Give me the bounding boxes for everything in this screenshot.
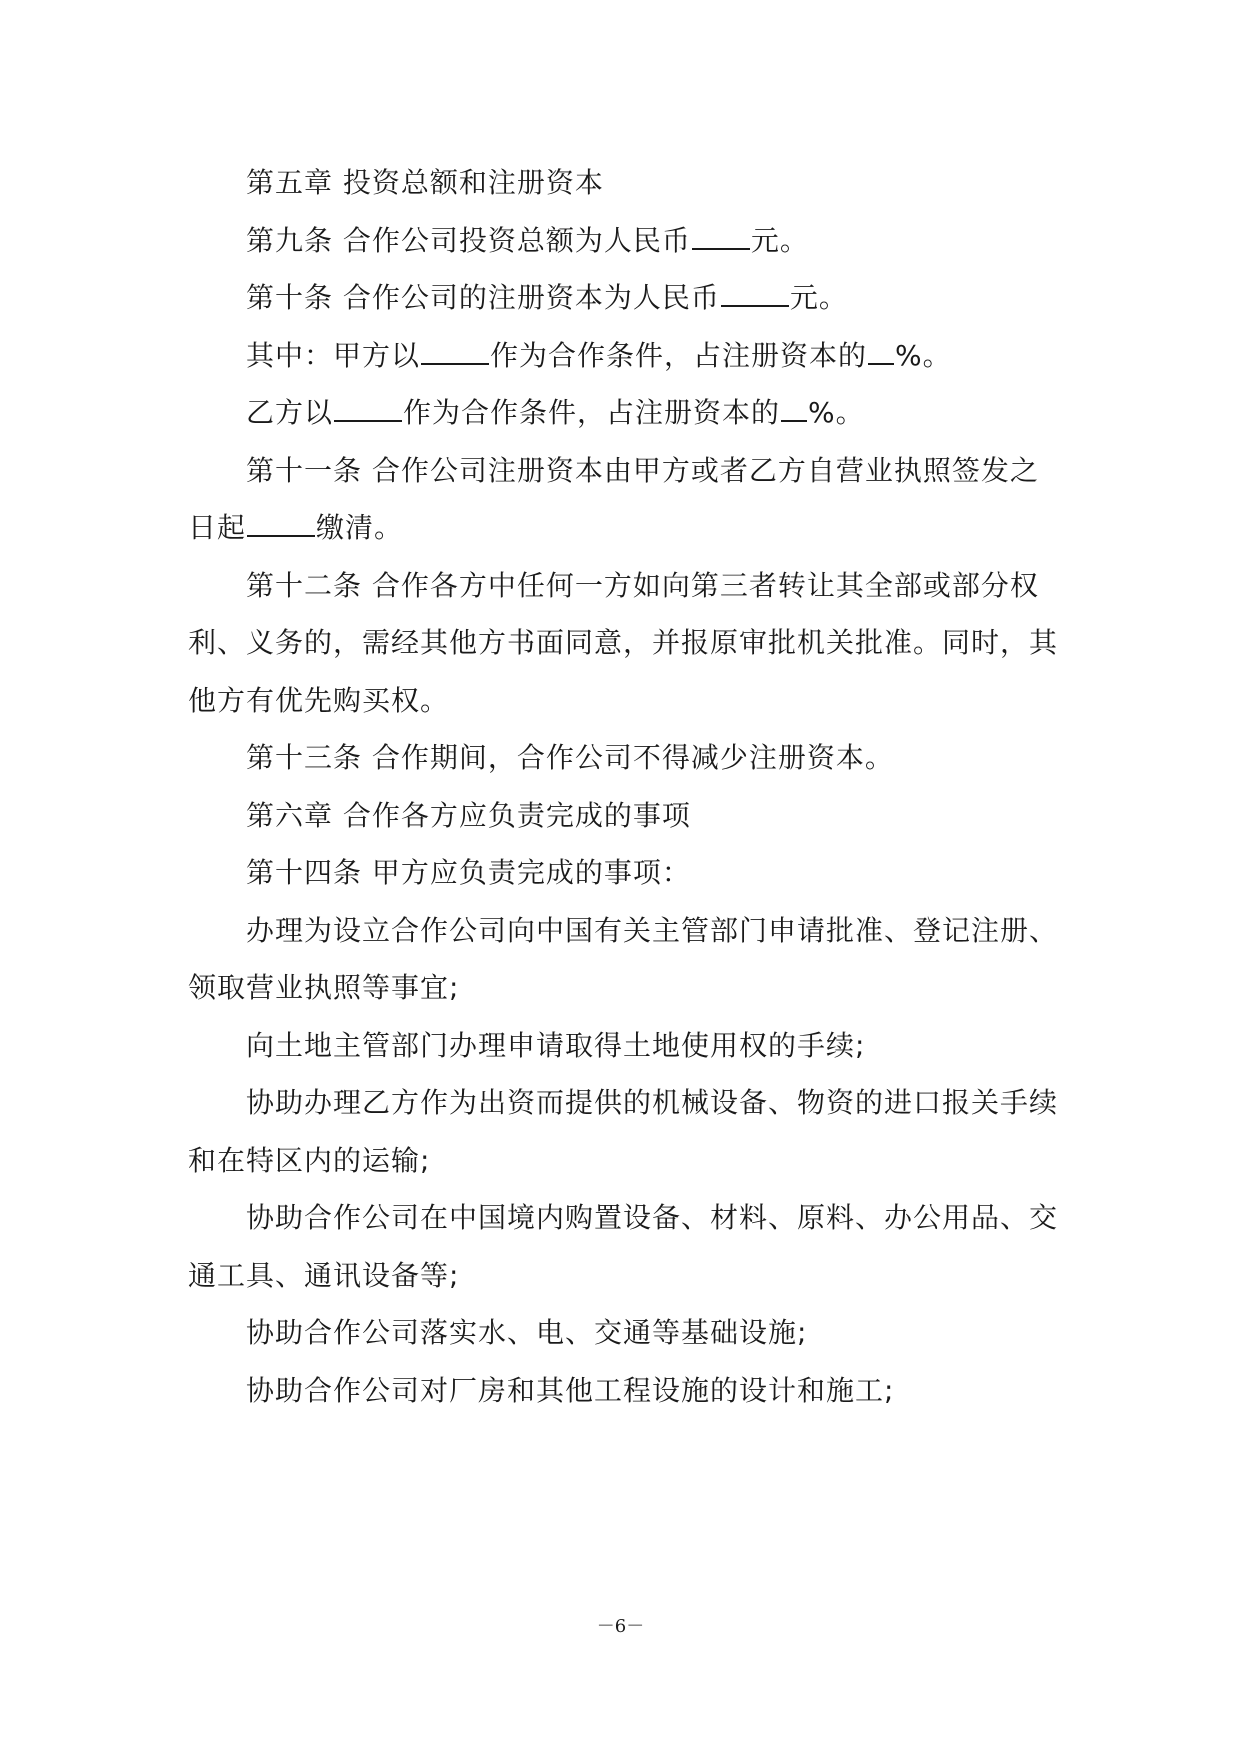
duty-item-6 [188,1362,1058,1420]
article-9 [188,212,1058,270]
duty-item-5 [188,1304,1058,1362]
text: 第十二条 合作各方中任何一方如向第三者转让其全部或部分权 [246,568,1039,602]
article-11-line-2 [188,499,1058,557]
text: 第五章 投资总额和注册资本 [246,166,604,199]
duty-item-4-line-2 [188,1247,1058,1305]
text: 协助合作公司对厂房和其他工程设施的设计和施工; [246,1373,895,1407]
document-body [188,154,1058,1419]
text: 协助办理乙方作为出资而提供的机械设备、物资的进口报关手续 [246,1086,1059,1119]
text: 利、义务的，需经其他方书面同意，并报原审批机关批准。同时，其 [188,626,1059,659]
text: 和在特区内的运输; [188,1143,431,1177]
chapter-6-heading [188,787,1058,845]
text: 作为合作条件，占注册资本的 [490,338,868,372]
text: 乙方以 [246,396,334,429]
article-12-line-1 [188,557,1058,615]
text: 作为合作条件，占注册资本的 [403,396,781,429]
fill-blank [868,339,894,365]
fill-blank [721,281,789,307]
text: 协助合作公司落实水、电、交通等基础设施; [246,1316,808,1349]
text: 第十条 合作公司的注册资本为人民币 [246,281,720,314]
text: 第十一条 合作公司注册资本由甲方或者乙方自营业执照签发之 [246,453,1039,487]
duty-item-2 [188,1017,1058,1075]
party-a-contribution [188,327,1058,385]
duty-item-4-line-1 [188,1189,1058,1247]
text: 协助合作公司在中国境内购置设备、材料、原料、办公用品、交 [246,1201,1059,1234]
article-11-line-1 [188,442,1058,500]
article-12-line-2 [188,614,1058,672]
text: 他方有优先购买权。 [188,683,450,717]
text: 元。 [750,223,809,257]
text: 办理为设立合作公司向中国有关主管部门申请批准、登记注册、 [246,913,1059,947]
text: %。 [808,396,865,429]
fill-blank [692,224,750,250]
text: 领取营业执照等事宜; [188,971,460,1004]
article-13 [188,729,1058,787]
text: 第十四条 甲方应负责完成的事项： [246,856,691,889]
duty-item-3-line-1 [188,1074,1058,1132]
fill-blank [334,396,402,422]
text: 其中：甲方以 [246,338,421,372]
duty-item-3-line-2 [188,1132,1058,1190]
fill-blank [247,511,315,537]
article-10 [188,269,1058,327]
fill-blank [781,396,807,422]
duty-item-1-line-2 [188,959,1058,1017]
text: 向土地主管部门办理申请取得土地使用权的手续; [246,1028,866,1062]
text: 第九条 合作公司投资总额为人民币 [246,223,691,257]
duty-item-1-line-1 [188,902,1058,960]
chapter-5-heading [188,154,1058,212]
fill-blank [421,339,489,365]
text: 日起 [188,511,247,544]
article-14 [188,844,1058,902]
party-b-contribution [188,384,1058,442]
text: %。 [895,338,952,372]
article-12-line-3 [188,672,1058,730]
text: 第六章 合作各方应负责完成的事项 [246,798,691,832]
text: 元。 [789,281,848,314]
text: 通工具、通讯设备等; [188,1258,460,1292]
text: 第十三条 合作期间，合作公司不得减少注册资本。 [246,741,894,774]
text: 缴清。 [316,511,404,544]
page-number: －6－ [596,1616,645,1637]
